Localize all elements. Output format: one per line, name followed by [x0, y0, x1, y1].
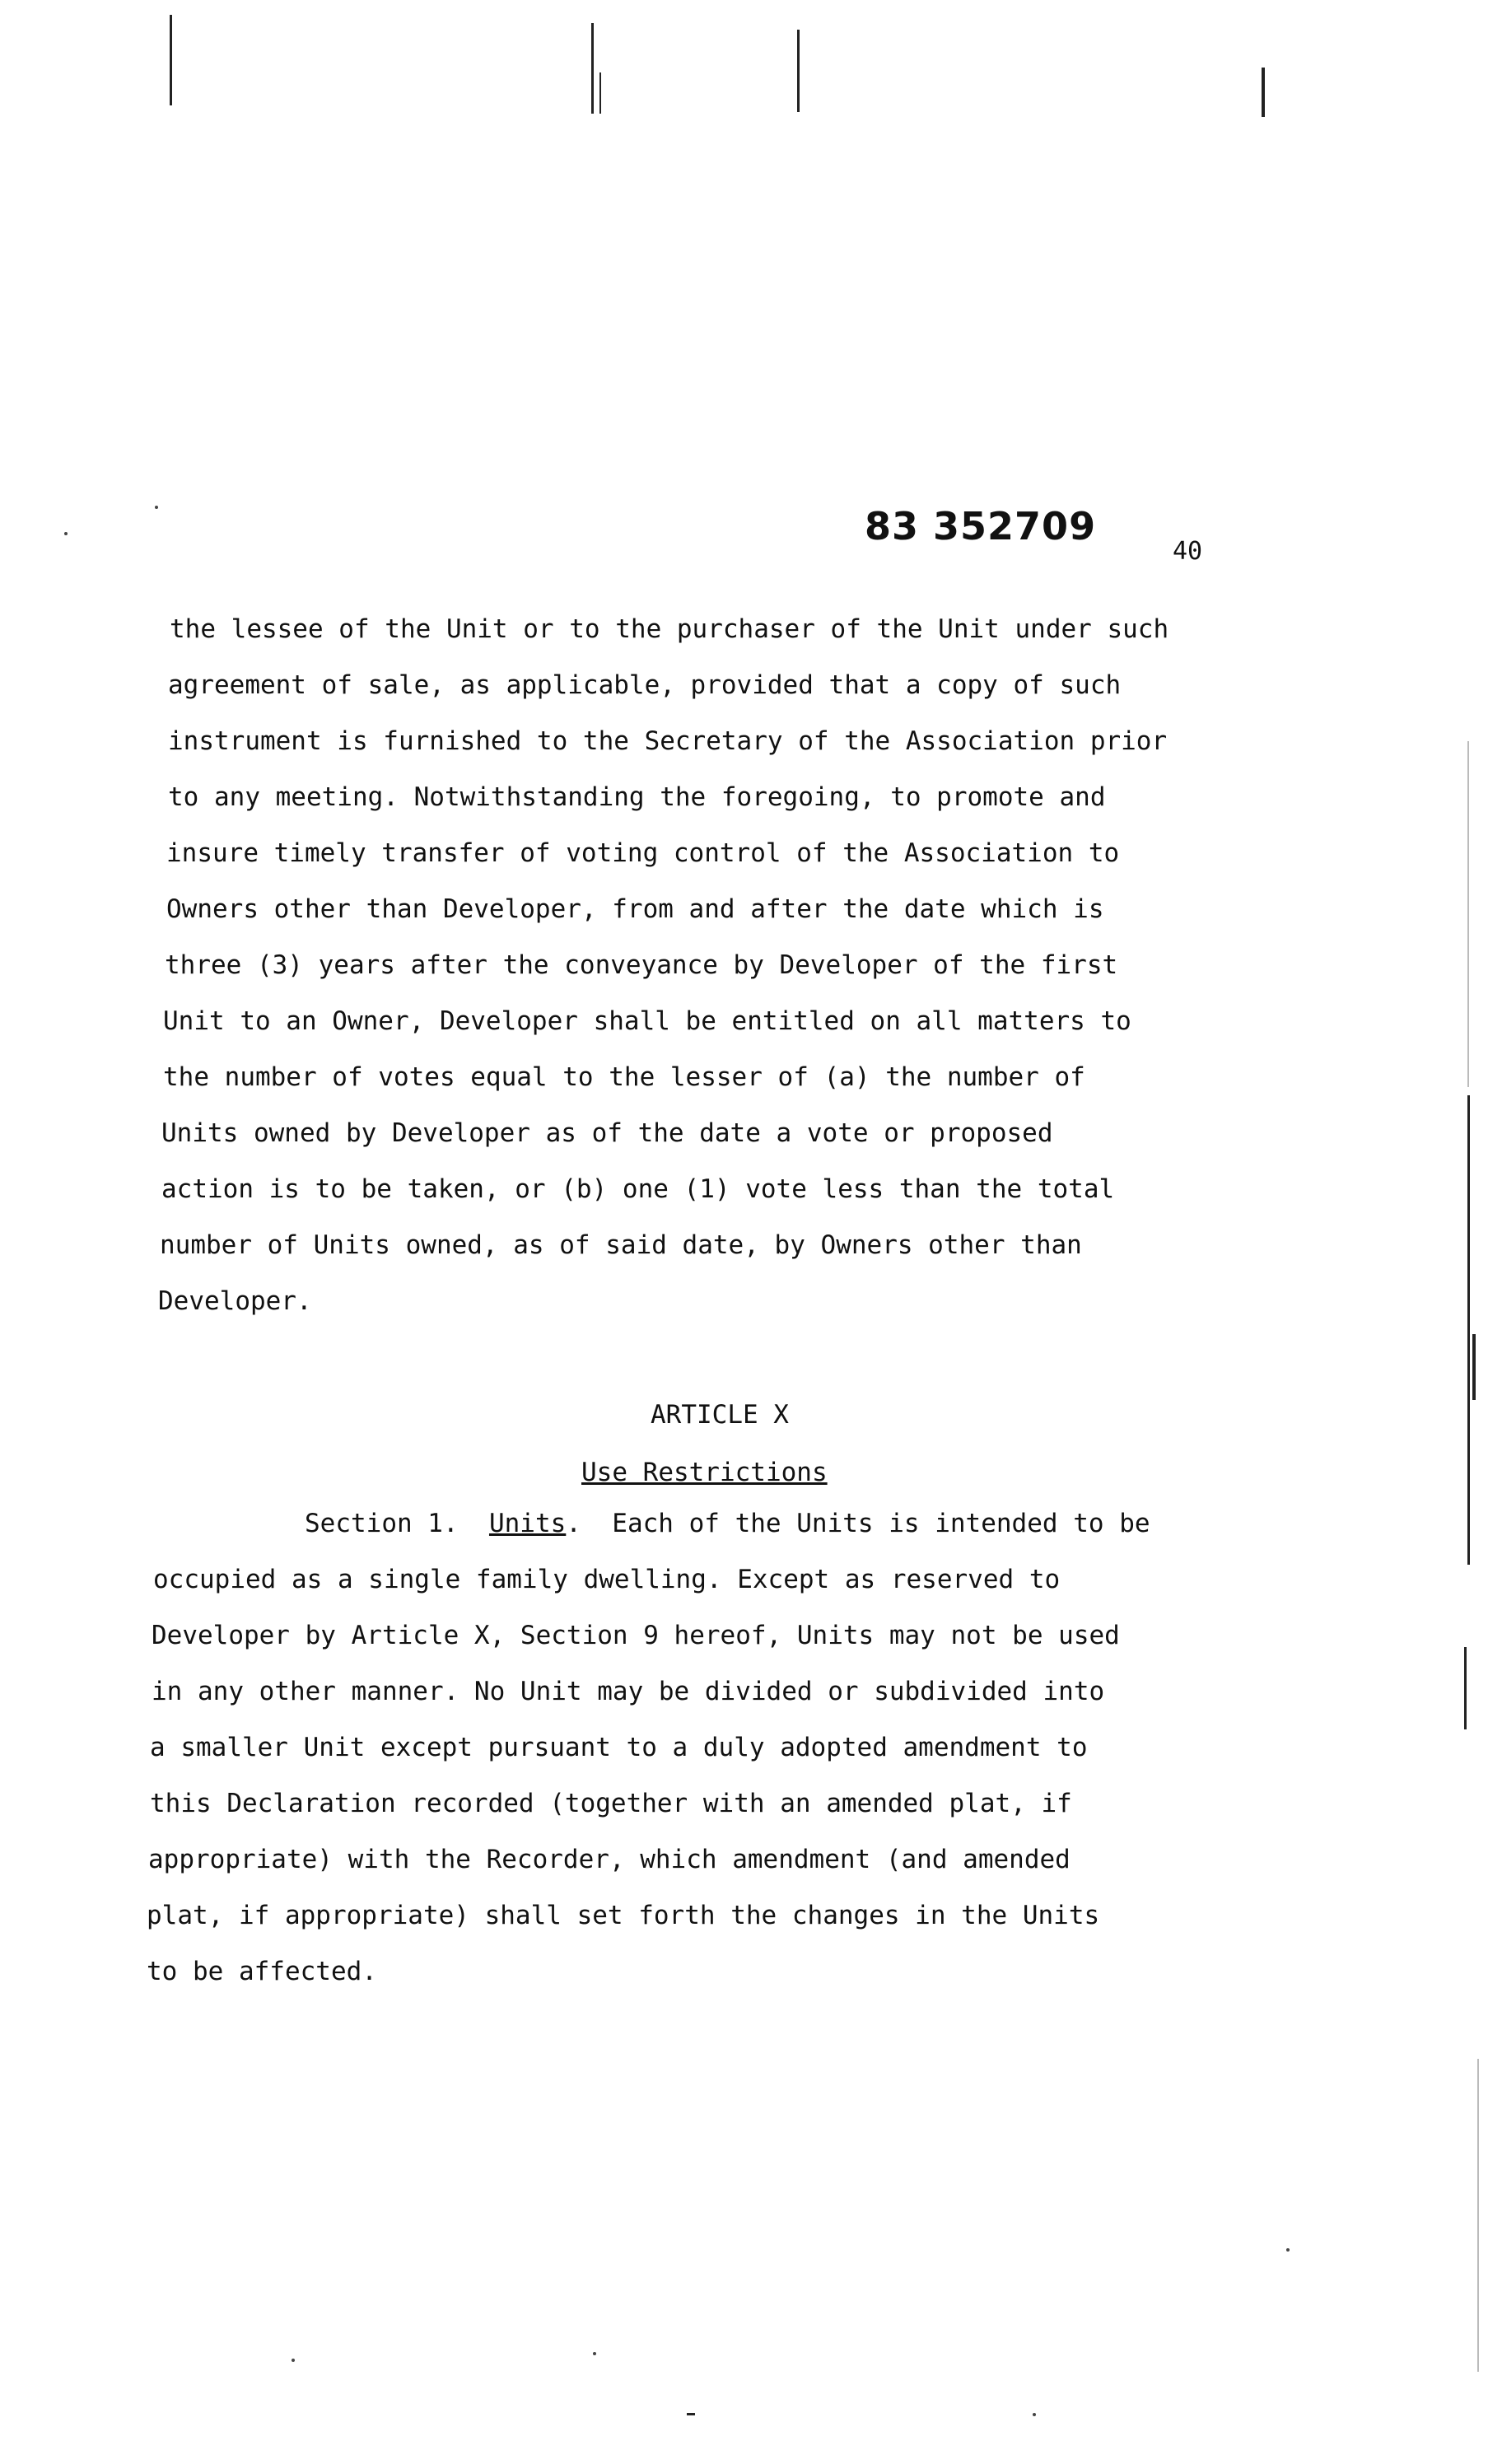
text-line: a smaller Unit except pursuant to a duly adopted amendment to	[150, 1733, 1088, 1762]
scan-mark	[1464, 1647, 1467, 1729]
scan-mark	[1467, 1095, 1470, 1565]
scan-mark	[1477, 2059, 1479, 2372]
scan-speck	[1286, 2248, 1290, 2252]
scan-speck	[1033, 2413, 1036, 2416]
text-line: the lessee of the Unit or to the purchaser of the Unit under such	[170, 614, 1169, 644]
text-line: Owners other than Developer, from and after the date which is	[166, 894, 1104, 924]
section-label: Section 1.	[305, 1509, 459, 1538]
scan-mark	[591, 23, 594, 114]
scan-speck	[64, 532, 68, 535]
text-line: in any other manner. No Unit may be divided or subdivided into	[152, 1677, 1105, 1706]
text-line: plat, if appropriate) shall set forth the changes in the Units	[147, 1901, 1100, 1930]
text-line: instrument is furnished to the Secretary of the Association prior	[168, 726, 1168, 756]
scan-mark	[1262, 68, 1265, 117]
scan-speck	[155, 506, 158, 509]
article-heading: ARTICLE X	[651, 1400, 789, 1430]
text-line: Developer by Article X, Section 9 hereof, Units may not be used	[152, 1621, 1120, 1650]
scan-speck	[593, 2352, 596, 2355]
text-line: to be affected.	[147, 1957, 377, 1986]
text-line: appropriate) with the Recorder, which amendment (and amended	[148, 1845, 1071, 1874]
section-title-punctuation: .	[566, 1509, 581, 1538]
text-line: Developer.	[158, 1286, 312, 1316]
text-line: agreement of sale, as applicable, provided that a copy of such	[168, 670, 1122, 700]
section-text: Each of the Units is intended to be	[612, 1509, 1150, 1538]
page-number: 40	[1173, 537, 1203, 566]
scan-mark	[1467, 741, 1469, 1087]
article-title: Use Restrictions	[581, 1458, 828, 1487]
section-1-first-line	[305, 1507, 1150, 1540]
scan-mark	[170, 15, 172, 105]
text-line: insure timely transfer of voting control of the Association to	[166, 838, 1120, 868]
text-line: number of Units owned, as of said date, by Owners other than	[160, 1230, 1082, 1260]
text-line: three (3) years after the conveyance by Developer of the first	[165, 950, 1118, 980]
text-line: this Declaration recorded (together with an amended plat, if	[150, 1789, 1072, 1818]
recording-number: 83 352709	[865, 504, 1097, 548]
text-line: Unit to an Owner, Developer shall be entitled on all matters to	[163, 1006, 1131, 1036]
scan-mark	[1472, 1334, 1476, 1400]
scan-mark	[687, 2413, 695, 2415]
text-line: Units owned by Developer as of the date a vote or proposed	[161, 1118, 1053, 1148]
text-line: action is to be taken, or (b) one (1) vote less than the total	[161, 1174, 1115, 1204]
scan-mark	[599, 72, 601, 114]
scan-speck	[292, 2359, 295, 2362]
scan-mark	[797, 30, 800, 112]
text-line: the number of votes equal to the lesser of (a) the number of	[163, 1062, 1085, 1092]
text-line: occupied as a single family dwelling. Except as reserved to	[153, 1565, 1061, 1594]
section-title: Units	[488, 1509, 567, 1538]
text-line: to any meeting. Notwithstanding the foregoing, to promote and	[168, 782, 1106, 812]
